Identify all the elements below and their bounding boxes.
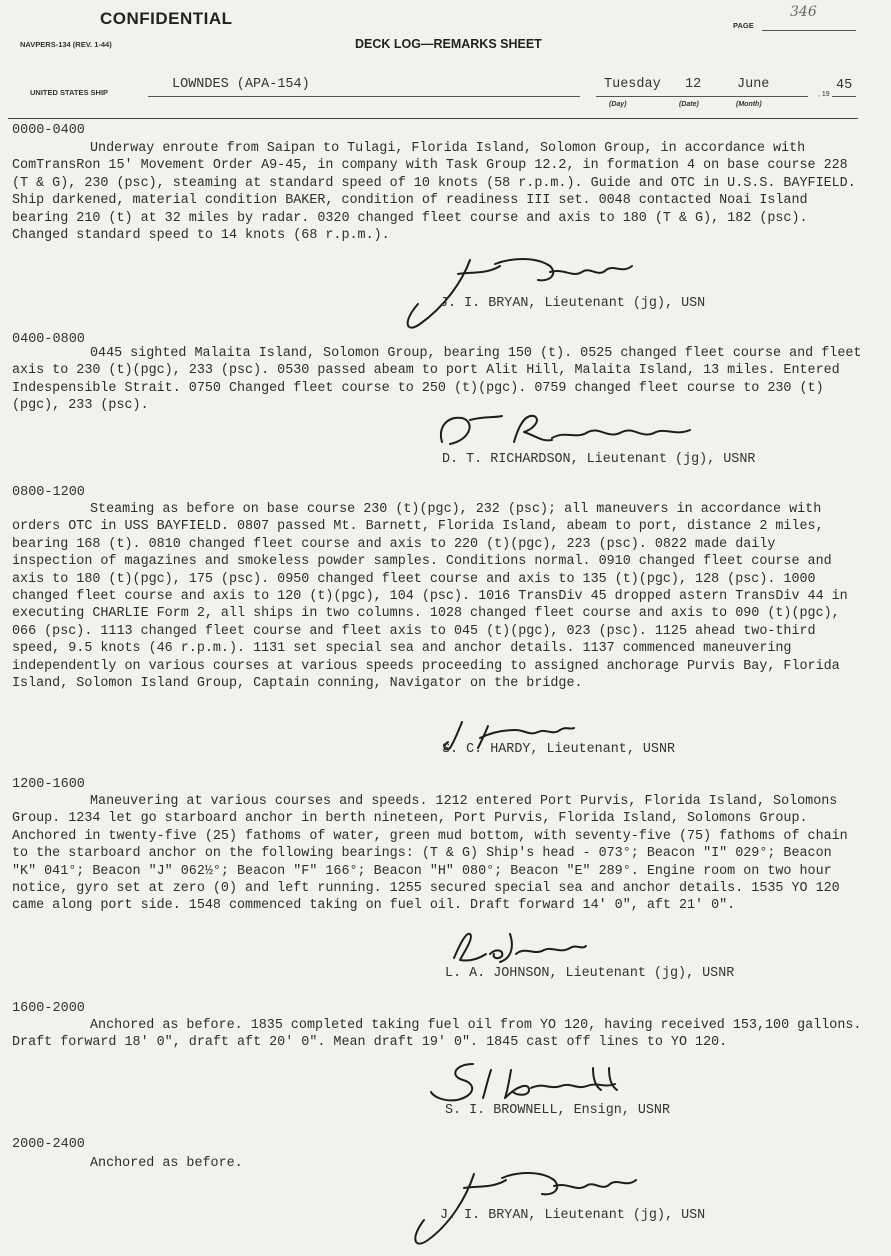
- log-date: 12: [685, 77, 702, 92]
- header-rule: [8, 118, 858, 119]
- watch-officer-signature: S. I. BROWNELL, Ensign, USNR: [445, 1103, 670, 1118]
- log-entry-text: Anchored as before.: [90, 1156, 243, 1171]
- page-number-line: [762, 30, 856, 31]
- classification-marking: CONFIDENTIAL: [100, 9, 233, 28]
- signature-scribble: [428, 406, 698, 452]
- signature-scribble: [425, 1058, 635, 1106]
- ship-label: UNITED STATES SHIP: [30, 88, 109, 97]
- year-line: [832, 96, 856, 97]
- watch-period: 0800-1200: [12, 485, 85, 500]
- watch-period: 2000-2400: [12, 1137, 85, 1152]
- log-entry-text: Underway enroute from Saipan to Tulagi, Florida Island, Solomon Group, in accordance with ComTransRon 15' Movement Order A9-45, in company with Task Group 12.2, in formation 4 on base course 228 (T & G), 230 (psc), steaming at standard speed of 10 knots (58 r.p.m.). Guide and OTC in U.S.S. BAYFIELD. Ship darkened, material condition BAKER, condition of readiness III set. 0048 contacted Noai Island bearing 210 (t) at 32 miles by radar. 0320 changed fleet course and axis to 180 (T & G), 182 (psc). Changed standard speed to 14 knots (68 r.p.m.).: [12, 141, 856, 244]
- form-number: NAVPERS-134 (REV. 1-44): [20, 40, 112, 49]
- watch-officer-signature: L. A. JOHNSON, Lieutenant (jg), USNR: [445, 966, 735, 981]
- log-month: June: [737, 77, 770, 92]
- ship-name-line: [148, 96, 580, 97]
- watch-period: 1200-1600: [12, 777, 85, 792]
- log-year: 45: [836, 78, 853, 93]
- sheet-title: DECK LOG—REMARKS SHEET: [355, 37, 542, 51]
- date-caption: (Date): [679, 101, 699, 108]
- log-entry-text: Anchored as before. 1835 completed taking fuel oil from YO 120, having received 153,100 gallons. Draft forward 18' 0", draft aft 20' 0". Mean draft 19' 0". 1845 cast off lines to YO 120.: [12, 1018, 862, 1051]
- watch-period: 0000-0400: [12, 123, 85, 138]
- year-prefix: , 19: [818, 91, 830, 98]
- watch-officer-signature: J. I. BRYAN, Lieutenant (jg), USN: [440, 296, 706, 311]
- log-day: Tuesday: [604, 77, 661, 92]
- log-entry-text: 0445 sighted Malaita Island, Solomon Group, bearing 150 (t). 0525 changed fleet course and fleet axis to 230 (t)(pgc), 233 (psc). 0530 passed abeam to port Alit Hill, Malaita Island, 13 miles. Entered Indespensible Strait. 0750 Changed fleet course to 250 (t)(pgc). 0759 changed fleet course to 230 (t)(pgc), 233 (psc).: [12, 346, 862, 414]
- page-number: 346: [790, 4, 817, 20]
- watch-officer-signature: J. I. BRYAN, Lieutenant (jg), USN: [440, 1208, 706, 1223]
- watch-officer-signature: D. T. RICHARDSON, Lieutenant (jg), USNR: [442, 452, 756, 467]
- day-caption: (Day): [609, 101, 627, 108]
- date-line: [596, 96, 808, 97]
- log-entry-text: Steaming as before on base course 230 (t)(pgc), 232 (psc); all maneuvers in accordance with orders OTC in USS BAYFIELD. 0807 passed Mt. Barnett, Florida Island, abeam to port, distance 2 miles, bearing 168 (t). 0810 changed fleet course and axis to 220 (t)(pgc), 223 (psc). 0822 made daily inspection of magazines and smokeless powder samples. Conditions normal. 0910 changed fleet course and axis to 180 (t)(pgc), 175 (psc). 0950 changed fleet course and axis to 135 (t)(pgc), 128 (psc). 1000 changed fleet course and axis to 120 (t)(pgc), 104 (psc). 1016 TransDiv 45 dropped astern TransDiv 44 in executing CHARLIE Form 2, all ships in two columns. 1028 changed fleet course and axis to 090 (t)(pgc), 066 (psc). 1113 changed fleet course and fleet axis to 045 (t)(pgc), 023 (psc). 1125 ahead two-third speed, 9.5 knots (46 r.p.m.). 1131 set special sea and anchor details. 1137 commenced maneuvering independently on various courses at various speeds proceeding to assigned anchorage Purvis Bay, Florida Island, Solomon Island Group, Captain conning, Navigator on the bridge.: [12, 502, 848, 692]
- watch-officer-signature: S. C. HARDY, Lieutenant, USNR: [442, 742, 676, 757]
- page-label: PAGE: [733, 21, 754, 30]
- log-entry-text: Maneuvering at various courses and speeds. 1212 entered Port Purvis, Florida Island, Solomons Group. 1234 let go starboard anchor in berth nineteen, Port Purvis, Florida Island, Solomons Group. Anchored in twenty-five (25) fathoms of water, green mud bottom, with seventy-five (75) fathoms of chain to the starboard anchor on the following bearings: (T & G) Ship's head - 073°; Beacon "I" 029°; Beacon "K" 041°; Beacon "J" 062½°; Beacon "F" 166°; Beacon "H" 080°; Beacon "E" 289°. Engine room on two hour notice, gyro set at zero (0) and left running. 1255 secured special sea and anchor details. 1535 YO 120 came along port side. 1548 commenced taking on fuel oil. Draft forward 14' 0", aft 21' 0".: [12, 794, 848, 914]
- month-caption: (Month): [736, 101, 762, 108]
- watch-period: 0400-0800: [12, 332, 85, 347]
- signature-scribble: [400, 252, 640, 337]
- watch-period: 1600-2000: [12, 1001, 85, 1016]
- ship-name: LOWNDES (APA-154): [172, 77, 310, 92]
- signature-scribble: [440, 928, 590, 968]
